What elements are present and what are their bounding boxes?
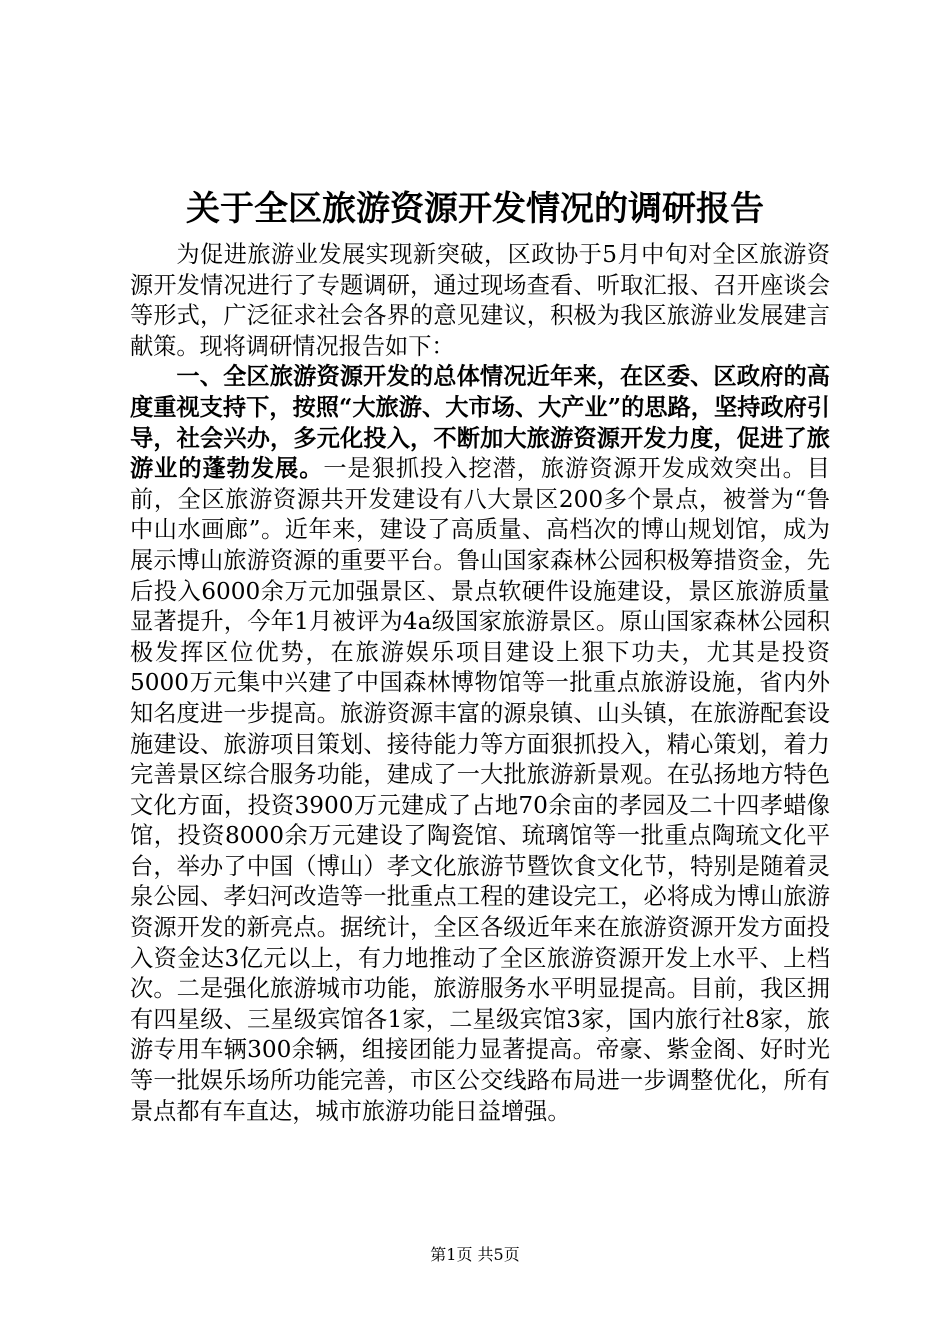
document-body <box>130 240 830 1127</box>
paragraph-text: 为促进旅游业发展实现新突破，区政协于5月中旬对全区旅游资源开发情况进行了专题调研，通过现场查看、听取汇报、召开座谈会等形式，广泛征求社会各界的意见建议，积极为我区旅游业发展建言献策。现将调研情况报告如下： <box>130 241 830 360</box>
document-title: 关于全区旅游资源开发情况的调研报告 <box>186 189 764 229</box>
paragraph-text: 一是狠抓投入挖潜，旅游资源开发成效突出。目前，全区旅游资源共开发建设有八大景区200多个景点，被誉为“鲁中山水画廊”。近年来，建设了高质量、高档次的博山规划馆，成为展示博山旅游资源的重要平台。鲁山国家森林公园积极筹措资金，先后投入6000余万元加强景区、景点软硬件设施建设，景区旅游质量显著提升，今年1月被评为4a级国家旅游景区。原山国家森林公园积极发挥区位优势，在旅游娱乐项目建设上狠下功夫，尤其是投资5000万元集中兴建了中国森林博物馆等一批重点旅游设施，省内外知名度进一步提高。旅游资源丰富的源泉镇、山头镇，在旅游配套设施建设、旅游项目策划、接待能力等方面狠抓投入，精心策划，着力完善景区综合服务功能，建成了一大批旅游新景观。在弘扬地方特色文化方面，投资3900万元建成了占地70余亩的孝园及二十四孝蜡像馆，投资8000余万元建设了陶瓷馆、琉璃馆等一批重点陶琉文化平台，举办了中国（博山）孝文化旅游节暨饮食文化节，特别是随着灵泉公园、孝妇河改造等一批重点工程的建设完工，必将成为博山旅游资源开发的新亮点。据统计，全区各级近年来在旅游资源开发方面投入资金达3亿元以上，有力地推动了全区旅游资源开发上水平、上档次。二是强化旅游城市功能，旅游服务水平明显提高。目前，我区拥有四星级、三星级宾馆各1家，二星级宾馆3家，国内旅行社8家，旅游专用车辆300余辆，组接团能力显著提高。帝豪、紫金阁、好时光等一批娱乐场所功能完善，市区公交线路布局进一步调整优化，所有景点都有车直达，城市旅游功能日益增强。 <box>130 455 830 1125</box>
section-heading: 一、全区旅游资源开发的总体情况近年来，在区委、区政府的高度重视支持下，按照“大旅游、大市场、大产业”的思路，坚持政府引导，社会兴办，多元化投入，不断加大旅游资源开发力度，促进了旅游业的蓬勃发展。 <box>130 363 830 483</box>
intro-paragraph <box>130 240 830 362</box>
page-number-footer: 第1页 共5页 <box>430 1245 520 1264</box>
section-one-paragraph <box>130 362 830 1127</box>
